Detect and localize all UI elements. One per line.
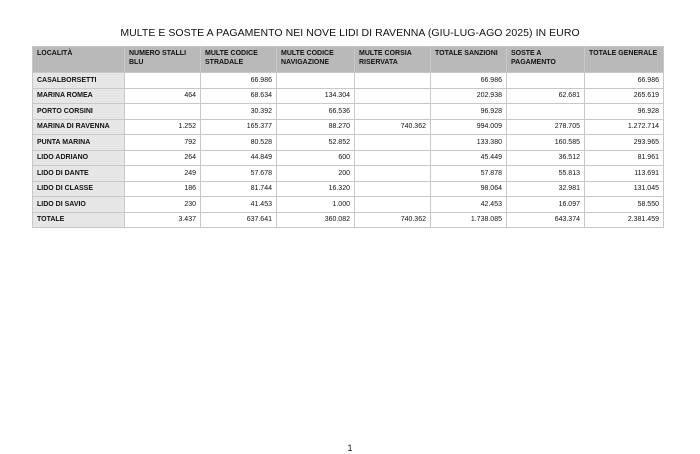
locality-cell: MARINA ROMEA	[33, 88, 125, 104]
total-row	[33, 212, 664, 228]
locality-cell: PORTO CORSINI	[33, 104, 125, 120]
value-cell: 66.536	[277, 104, 355, 120]
column-header: MULTE CORSIA RISERVATA	[355, 47, 431, 73]
value-cell	[355, 73, 431, 89]
document-title: MULTE E SOSTE A PAGAMENTO NEI NOVE LIDI DI RAVENNA (GIU-LUG-AGO 2025) IN EURO	[120, 27, 580, 39]
value-cell: 98.064	[431, 181, 507, 197]
value-cell: 36.512	[507, 150, 585, 166]
value-cell	[507, 73, 585, 89]
value-cell: 30.392	[201, 104, 277, 120]
value-cell: 88.270	[277, 119, 355, 135]
value-cell: 55.813	[507, 166, 585, 182]
table-row	[33, 73, 664, 89]
value-cell: 994.009	[431, 119, 507, 135]
value-cell: 131.045	[585, 181, 664, 197]
value-cell: 249	[125, 166, 201, 182]
value-cell	[355, 104, 431, 120]
fines-table	[32, 46, 664, 228]
column-header: TOTALE SANZIONI	[431, 47, 507, 73]
value-cell: 643.374	[507, 212, 585, 228]
value-cell: 165.377	[201, 119, 277, 135]
table-row	[33, 181, 664, 197]
value-cell: 57.878	[431, 166, 507, 182]
value-cell: 133.380	[431, 135, 507, 151]
locality-cell: PUNTA MARINA	[33, 135, 125, 151]
value-cell: 66.986	[585, 73, 664, 89]
value-cell: 68.634	[201, 88, 277, 104]
value-cell: 58.550	[585, 197, 664, 213]
value-cell: 637.641	[201, 212, 277, 228]
locality-cell: MARINA DI RAVENNA	[33, 119, 125, 135]
column-header: MULTE CODICE NAVIGAZIONE	[277, 47, 355, 73]
page-number: 1	[347, 443, 353, 453]
table-row	[33, 88, 664, 104]
value-cell: 45.449	[431, 150, 507, 166]
value-cell: 62.681	[507, 88, 585, 104]
table-row	[33, 104, 664, 120]
value-cell: 1.252	[125, 119, 201, 135]
column-header: SOSTE A PAGAMENTO	[507, 47, 585, 73]
value-cell: 1.272.714	[585, 119, 664, 135]
value-cell: 44.849	[201, 150, 277, 166]
column-header: TOTALE GENERALE	[585, 47, 664, 73]
value-cell: 464	[125, 88, 201, 104]
header-row	[33, 47, 664, 73]
value-cell: 230	[125, 197, 201, 213]
value-cell: 265.619	[585, 88, 664, 104]
value-cell: 134.304	[277, 88, 355, 104]
value-cell	[355, 181, 431, 197]
value-cell: 81.744	[201, 181, 277, 197]
value-cell: 3.437	[125, 212, 201, 228]
value-cell	[125, 104, 201, 120]
value-cell: 160.585	[507, 135, 585, 151]
value-cell: 2.381.459	[585, 212, 664, 228]
value-cell: 52.852	[277, 135, 355, 151]
table-row	[33, 119, 664, 135]
value-cell: 278.705	[507, 119, 585, 135]
locality-cell: LIDO DI CLASSE	[33, 181, 125, 197]
table-row	[33, 150, 664, 166]
table-row	[33, 166, 664, 182]
value-cell	[355, 166, 431, 182]
table-header	[33, 47, 664, 73]
column-header: MULTE CODICE STRADALE	[201, 47, 277, 73]
locality-cell: LIDO ADRIANO	[33, 150, 125, 166]
column-header: LOCALITÀ	[33, 47, 125, 73]
value-cell: 200	[277, 166, 355, 182]
value-cell: 42.453	[431, 197, 507, 213]
value-cell: 16.097	[507, 197, 585, 213]
value-cell	[355, 197, 431, 213]
value-cell	[277, 73, 355, 89]
value-cell: 32.981	[507, 181, 585, 197]
value-cell: 792	[125, 135, 201, 151]
value-cell	[507, 104, 585, 120]
locality-cell: LIDO DI SAVIO	[33, 197, 125, 213]
locality-cell: LIDO DI DANTE	[33, 166, 125, 182]
value-cell: 740.362	[355, 119, 431, 135]
value-cell: 80.528	[201, 135, 277, 151]
table-row	[33, 135, 664, 151]
value-cell: 66.986	[201, 73, 277, 89]
column-header: NUMERO STALLI BLU	[125, 47, 201, 73]
value-cell: 57.678	[201, 166, 277, 182]
value-cell: 740.362	[355, 212, 431, 228]
value-cell: 1.000	[277, 197, 355, 213]
value-cell: 113.691	[585, 166, 664, 182]
value-cell: 41.453	[201, 197, 277, 213]
value-cell: 293.965	[585, 135, 664, 151]
value-cell: 96.928	[431, 104, 507, 120]
value-cell	[355, 88, 431, 104]
value-cell: 96.928	[585, 104, 664, 120]
value-cell: 360.082	[277, 212, 355, 228]
value-cell: 264	[125, 150, 201, 166]
value-cell	[125, 73, 201, 89]
value-cell: 81.961	[585, 150, 664, 166]
value-cell: 600	[277, 150, 355, 166]
value-cell	[355, 150, 431, 166]
value-cell	[355, 135, 431, 151]
locality-cell: CASALBORSETTI	[33, 73, 125, 89]
table-row	[33, 197, 664, 213]
locality-cell: TOTALE	[33, 212, 125, 228]
value-cell: 186	[125, 181, 201, 197]
value-cell: 16.320	[277, 181, 355, 197]
value-cell: 1.738.085	[431, 212, 507, 228]
value-cell: 202.938	[431, 88, 507, 104]
table-body	[33, 73, 664, 228]
value-cell: 66.986	[431, 73, 507, 89]
